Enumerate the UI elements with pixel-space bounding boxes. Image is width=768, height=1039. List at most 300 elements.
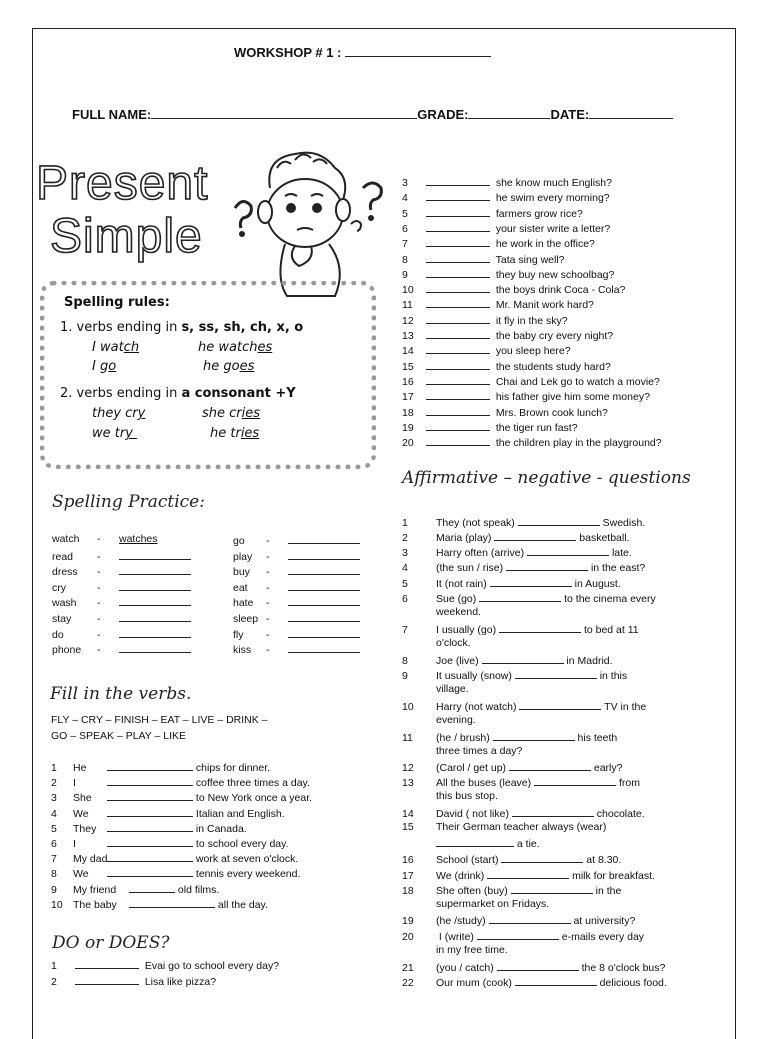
subject: She — [73, 792, 92, 805]
answer-blank[interactable] — [506, 560, 588, 571]
sentence-end: to school every day. — [193, 838, 289, 850]
prompt-text: I usually (go) — [436, 624, 500, 636]
answer-blank[interactable] — [426, 252, 490, 263]
answer-blank[interactable] — [426, 267, 490, 278]
answer-blank[interactable] — [511, 883, 593, 894]
affirmative-row — [402, 929, 644, 943]
item-number: 9 — [402, 670, 408, 682]
item-number: 20 — [402, 931, 414, 943]
prompt-text: School (start) — [436, 854, 502, 866]
spelling-row — [52, 549, 191, 563]
base-verb: go — [233, 535, 245, 547]
question-text: they buy new schoolbag? — [490, 268, 615, 281]
prompt-text: Maria (play) — [436, 532, 495, 544]
base-verb: cry — [52, 581, 66, 594]
prompt-text: David ( not like) — [436, 808, 512, 820]
prompt-text: All the buses (leave) — [436, 777, 535, 789]
affirmative-row — [402, 975, 667, 989]
prompt-end: the 8 o'clock bus? — [578, 962, 666, 974]
item-number: 10 — [402, 284, 414, 297]
answer-blank[interactable] — [494, 530, 576, 541]
subject: He — [73, 762, 87, 774]
prompt-end: in August. — [571, 578, 621, 590]
answer-blank[interactable] — [119, 549, 191, 560]
answer-blank[interactable] — [426, 175, 490, 186]
word-bank-line-1: FLY – CRY – FINISH – EAT – LIVE – DRINK – — [51, 714, 268, 726]
answer-blank[interactable] — [288, 595, 360, 606]
do-does-row — [402, 175, 612, 189]
prompt-text: Sue (go) — [436, 593, 480, 605]
affirmative-row — [402, 730, 617, 744]
affirmative-row-cont: evening. — [436, 714, 476, 726]
rule-1: 1. verbs ending in s, ss, sh, ch, x, o — [60, 320, 304, 335]
rule-2-example-4b: he tries — [210, 426, 260, 441]
item-number: 17 — [402, 391, 414, 404]
base-verb: read — [52, 550, 74, 563]
item-number: 1 — [51, 762, 57, 774]
prompt-end: Swedish. — [599, 517, 646, 529]
affirmative-row — [402, 775, 640, 789]
affirmative-row — [402, 653, 613, 667]
do-does-heading: DO or DOES? — [52, 933, 170, 953]
grade-label: GRADE: — [417, 107, 469, 122]
do-does-row — [402, 328, 613, 342]
prompt-text: Our mum (cook) — [436, 977, 515, 989]
subject: My dad — [73, 853, 108, 866]
date-label: DATE: — [550, 107, 590, 122]
prompt-end: basketball. — [576, 532, 630, 544]
rule-1-example-1b: he watches — [198, 340, 273, 355]
rule-1-example-2a: I go — [92, 359, 117, 374]
dash: - — [97, 581, 101, 594]
spelling-row — [233, 580, 360, 594]
workshop-blank[interactable] — [345, 45, 491, 57]
item-number: 11 — [402, 732, 413, 744]
item-number: 3 — [402, 177, 408, 189]
dash: - — [266, 628, 270, 641]
do-does-row — [402, 267, 614, 281]
question-text: she know much English? — [490, 177, 612, 189]
dash: - — [266, 581, 270, 594]
rule-1-example-1a: I watch — [92, 340, 140, 355]
dash: - — [97, 550, 101, 563]
prompt-end: in this — [596, 670, 628, 682]
answer-blank[interactable] — [107, 806, 193, 817]
item-number: 17 — [402, 870, 414, 882]
dash: - — [97, 597, 101, 610]
answer-blank[interactable] — [527, 545, 609, 556]
fill-verb-row — [51, 836, 289, 850]
do-does-row — [51, 974, 216, 988]
item-number: 22 — [402, 977, 414, 989]
prompt-text: Joe (live) — [436, 655, 482, 667]
item-number: 10 — [402, 701, 414, 713]
prompt-text: (he / brush) — [436, 732, 493, 744]
do-does-row — [402, 313, 568, 327]
fill-verb-row — [51, 806, 285, 820]
spelling-row — [52, 533, 158, 545]
do-does-row — [402, 405, 608, 419]
answer-blank[interactable] — [288, 642, 360, 653]
affirmative-row — [402, 699, 646, 713]
answer-blank[interactable] — [426, 190, 490, 201]
prompt-end: delicious food. — [596, 977, 667, 989]
item-number: 9 — [51, 883, 57, 896]
question-text: Lisa like pizza? — [139, 975, 217, 988]
prompt-end: milk for breakfast. — [569, 870, 655, 882]
prompt-text: (the sun / rise) — [436, 562, 507, 574]
answer-blank[interactable] — [75, 958, 139, 969]
base-verb: dress — [52, 566, 78, 579]
affirmative-row — [402, 545, 632, 559]
prompt-end: in the east? — [588, 562, 646, 574]
spelling-row — [233, 564, 360, 578]
full-name-label: FULL NAME: — [72, 107, 152, 122]
sentence-end: coffee three times a day. — [193, 777, 310, 790]
answer-blank[interactable] — [288, 564, 360, 575]
item-number: 1 — [51, 960, 57, 972]
prompt-end: a tie. — [514, 838, 540, 850]
answer-blank[interactable] — [119, 642, 191, 653]
item-number: 2 — [51, 975, 57, 988]
question-text: farmers grow rice? — [490, 207, 583, 220]
spelling-row — [233, 549, 360, 563]
answer-blank[interactable] — [288, 549, 360, 560]
do-does-row — [402, 343, 571, 357]
answer-blank[interactable] — [426, 282, 490, 293]
answer-blank[interactable] — [107, 836, 193, 847]
do-does-row — [402, 190, 610, 204]
answer-blank[interactable] — [534, 775, 616, 786]
affirmative-row-cont: supermarket on Fridays. — [436, 898, 550, 910]
do-does-row — [402, 221, 610, 235]
answer-blank[interactable] — [426, 359, 490, 370]
prompt-text: (he /study) — [436, 915, 489, 927]
question-text: he swim every morning? — [490, 192, 610, 205]
base-verb: sleep — [233, 613, 259, 625]
fill-verbs-heading: Fill in the verbs. — [50, 684, 192, 704]
answer-blank[interactable] — [519, 699, 601, 710]
sentence-end: to New York once a year. — [193, 792, 313, 805]
do-does-row — [402, 236, 595, 250]
affirmative-row-cont: village. — [436, 683, 469, 695]
answer-blank[interactable] — [436, 836, 514, 847]
answer-blank[interactable] — [107, 821, 193, 832]
date-field[interactable] — [589, 107, 673, 119]
spelling-practice-heading: Spelling Practice: — [52, 492, 205, 512]
answer-blank[interactable] — [119, 580, 191, 591]
answer-blank[interactable] — [426, 297, 490, 308]
answer-blank[interactable] — [426, 389, 490, 400]
answer-blank[interactable] — [288, 580, 360, 591]
answer-blank[interactable] — [499, 622, 581, 633]
base-verb: stay — [52, 613, 72, 625]
question-text: the boys drink Coca - Cola? — [490, 284, 626, 297]
answer-blank[interactable] — [493, 730, 575, 741]
rule-2-example-3b: she cries — [202, 406, 261, 421]
title-present: Present — [36, 157, 209, 210]
base-verb: kiss — [233, 644, 252, 657]
do-does-row — [402, 297, 594, 311]
answer-blank[interactable] — [129, 897, 215, 908]
fill-verb-row — [51, 775, 310, 789]
item-number: 8 — [402, 253, 408, 266]
prompt-end: at university? — [570, 915, 636, 927]
base-verb: do — [52, 628, 64, 641]
sentence-end: in Canada. — [193, 822, 247, 835]
dash: - — [266, 535, 270, 547]
item-number: 20 — [402, 437, 414, 450]
answer-blank[interactable] — [477, 929, 559, 940]
item-number: 2 — [402, 532, 408, 544]
thinking-boy-illustration — [225, 148, 387, 300]
question-text: his father give him some money? — [490, 391, 650, 404]
dash: - — [266, 597, 270, 610]
prompt-end: late. — [609, 547, 632, 559]
item-number: 4 — [51, 807, 57, 820]
workshop-title: WORKSHOP # 1 : — [234, 45, 491, 60]
subject: I — [73, 777, 76, 790]
item-number: 21 — [402, 962, 414, 974]
affirmative-row — [402, 913, 635, 927]
prompt-end: at 8.30. — [583, 854, 622, 866]
base-verb: phone — [52, 644, 82, 657]
item-number: 13 — [402, 330, 414, 342]
answer-blank[interactable] — [497, 960, 579, 971]
spelling-row — [52, 595, 191, 609]
affirmative-row — [402, 852, 621, 866]
affirmative-row — [402, 821, 609, 833]
answer-blank[interactable] — [107, 866, 193, 877]
prompt-text: It (not rain) — [436, 578, 490, 590]
prompt-text: We (drink) — [436, 870, 488, 882]
affirmative-row — [402, 576, 621, 590]
answer-blank[interactable] — [288, 627, 360, 638]
spelling-row — [52, 580, 191, 594]
item-number: 6 — [402, 593, 408, 605]
prompt-text: (you / catch) — [436, 962, 497, 974]
answer-blank[interactable] — [509, 760, 591, 771]
answer-blank[interactable] — [426, 221, 490, 232]
answer-blank[interactable] — [75, 974, 139, 985]
item-number: 7 — [402, 238, 408, 251]
dash: - — [266, 613, 270, 625]
fill-verb-row — [51, 897, 268, 911]
affirmative-heading: Affirmative – negative - questions — [402, 468, 691, 488]
affirmative-row-cont: o'clock. — [436, 637, 471, 649]
answer-blank[interactable] — [426, 206, 490, 217]
prompt-text: She often (buy) — [436, 885, 511, 897]
fill-verb-row — [51, 866, 300, 880]
item-number: 19 — [402, 915, 414, 927]
do-does-row — [402, 252, 565, 266]
prompt-text: Their German teacher always (wear) — [436, 821, 610, 833]
affirmative-row-cont: weekend. — [436, 606, 481, 618]
sentence-end: chips for dinner. — [193, 762, 271, 774]
affirmative-row — [402, 760, 622, 774]
affirmative-row — [402, 560, 645, 574]
rule-1-example-2b: he goes — [203, 359, 255, 374]
do-does-row — [51, 958, 279, 972]
prompt-end: e-mails every day — [558, 931, 645, 943]
answer-blank[interactable] — [426, 236, 490, 247]
item-number: 14 — [402, 345, 414, 358]
prompt-end: from — [616, 777, 640, 789]
answer-blank[interactable] — [119, 611, 191, 622]
question-text: Tata sing well? — [490, 253, 565, 266]
prompt-text: I (write) — [436, 931, 477, 943]
answer-blank[interactable] — [288, 611, 360, 622]
answer-blank[interactable] — [426, 420, 490, 431]
answer-blank[interactable] — [489, 913, 571, 924]
do-does-row — [402, 420, 578, 434]
item-number: 18 — [402, 885, 414, 897]
answer-blank[interactable] — [426, 435, 490, 446]
subject: We — [73, 807, 89, 820]
subject: The baby — [73, 898, 117, 911]
answer-blank[interactable] — [426, 374, 490, 385]
answer-blank[interactable] — [518, 515, 600, 526]
item-number: 16 — [402, 375, 414, 388]
answer-blank[interactable] — [426, 313, 490, 324]
answer-blank[interactable] — [107, 760, 193, 771]
sentence-end: Italian and English. — [193, 807, 285, 820]
item-number: 12 — [402, 314, 414, 327]
grade-field[interactable] — [468, 107, 550, 119]
subject: I — [73, 838, 76, 850]
base-verb: wash — [52, 597, 77, 610]
subject: We — [73, 868, 89, 881]
affirmative-row-cont — [436, 836, 540, 850]
answer-blank[interactable] — [288, 533, 360, 544]
do-does-row — [402, 389, 650, 403]
subject: They — [73, 822, 97, 835]
question-text: you sleep here? — [490, 345, 571, 358]
answer-blank[interactable] — [107, 775, 193, 786]
item-number: 6 — [51, 838, 57, 850]
base-verb: fly — [233, 628, 244, 641]
answer-blank[interactable] — [426, 343, 490, 354]
answer-blank[interactable] — [107, 851, 193, 862]
item-number: 8 — [402, 655, 408, 667]
base-verb: buy — [233, 566, 250, 579]
do-does-row — [402, 282, 625, 296]
item-number: 2 — [51, 777, 57, 790]
question-text: the students study hard? — [490, 360, 611, 373]
dash: - — [97, 613, 101, 625]
affirmative-row — [402, 806, 645, 820]
item-number: 9 — [402, 268, 408, 281]
prompt-end: early? — [590, 762, 623, 774]
item-number: 4 — [402, 562, 408, 574]
answer-blank[interactable] — [490, 576, 572, 587]
prompt-text: Harry often (arrive) — [436, 547, 528, 559]
answer-blank[interactable] — [487, 868, 569, 879]
affirmative-row — [402, 883, 621, 897]
prompt-end: chocolate. — [593, 808, 645, 820]
spelling-row — [233, 533, 360, 547]
affirmative-row — [402, 591, 656, 605]
fill-verb-row — [51, 851, 298, 865]
question-text: the children play in the playground? — [490, 437, 662, 450]
rule-2-example-3a: they cry — [92, 406, 146, 421]
prompt-end: in the — [592, 885, 622, 897]
prompt-text: It usually (snow) — [436, 670, 515, 682]
do-does-row — [402, 374, 660, 388]
dash: - — [97, 628, 101, 641]
answer-blank[interactable] — [119, 595, 191, 606]
sentence-end: work at seven o'clock. — [193, 853, 299, 866]
do-does-row — [402, 435, 662, 449]
base-verb: hate — [233, 597, 254, 610]
prompt-text: (Carol / get up) — [436, 762, 509, 774]
answer-blank[interactable] — [426, 328, 490, 339]
question-text: he work in the office? — [490, 238, 595, 251]
do-does-row — [402, 359, 611, 373]
title-simple: Simple — [50, 210, 203, 263]
item-number: 19 — [402, 421, 414, 434]
answer-blank[interactable] — [512, 806, 594, 817]
dash: - — [97, 566, 101, 579]
answer-blank[interactable] — [515, 975, 597, 986]
prompt-text: Harry (not watch) — [436, 701, 520, 713]
affirmative-row — [402, 960, 665, 974]
answer-blank[interactable] — [107, 790, 193, 801]
item-number: 7 — [51, 853, 57, 866]
item-number: 14 — [402, 808, 414, 820]
affirmative-row — [402, 668, 627, 682]
dash: - — [266, 566, 270, 579]
sentence-end: old films. — [175, 883, 220, 896]
prompt-end: his teeth — [574, 732, 618, 744]
item-number: 16 — [402, 854, 414, 866]
answer-blank[interactable] — [426, 405, 490, 416]
dash: - — [266, 644, 270, 657]
answer-blank[interactable] — [515, 668, 597, 679]
answer-blank[interactable] — [479, 591, 561, 602]
answer-blank[interactable] — [482, 653, 564, 664]
question-text: the tiger run fast? — [490, 421, 578, 434]
spelling-row — [52, 564, 191, 578]
item-number: 13 — [402, 777, 414, 789]
affirmative-row — [402, 868, 655, 882]
spelling-row — [233, 627, 360, 641]
affirmative-row — [402, 515, 645, 529]
item-number: 10 — [51, 898, 63, 911]
item-number: 5 — [402, 578, 408, 590]
item-number: 18 — [402, 406, 414, 419]
item-number: 8 — [51, 868, 57, 881]
answer-blank[interactable] — [129, 882, 175, 893]
fill-verb-row — [51, 821, 247, 835]
base-verb: watch — [52, 533, 80, 545]
prompt-end: to the cinema every — [561, 593, 656, 605]
question-text: it fly in the sky? — [490, 314, 568, 327]
dash: - — [97, 533, 101, 545]
answer-blank[interactable] — [119, 627, 191, 638]
subject: My friend — [73, 883, 117, 896]
base-verb: eat — [233, 581, 248, 594]
item-number: 1 — [402, 517, 408, 529]
full-name-field[interactable] — [151, 107, 417, 119]
spelling-row — [233, 611, 360, 625]
item-number: 5 — [51, 822, 57, 835]
answer-blank[interactable] — [501, 852, 583, 863]
question-text: Evai go to school every day? — [139, 960, 280, 972]
answer-blank[interactable] — [119, 564, 191, 575]
question-text: Mr. Manit work hard? — [490, 299, 594, 312]
spelling-rules-heading: Spelling rules: — [64, 295, 170, 310]
